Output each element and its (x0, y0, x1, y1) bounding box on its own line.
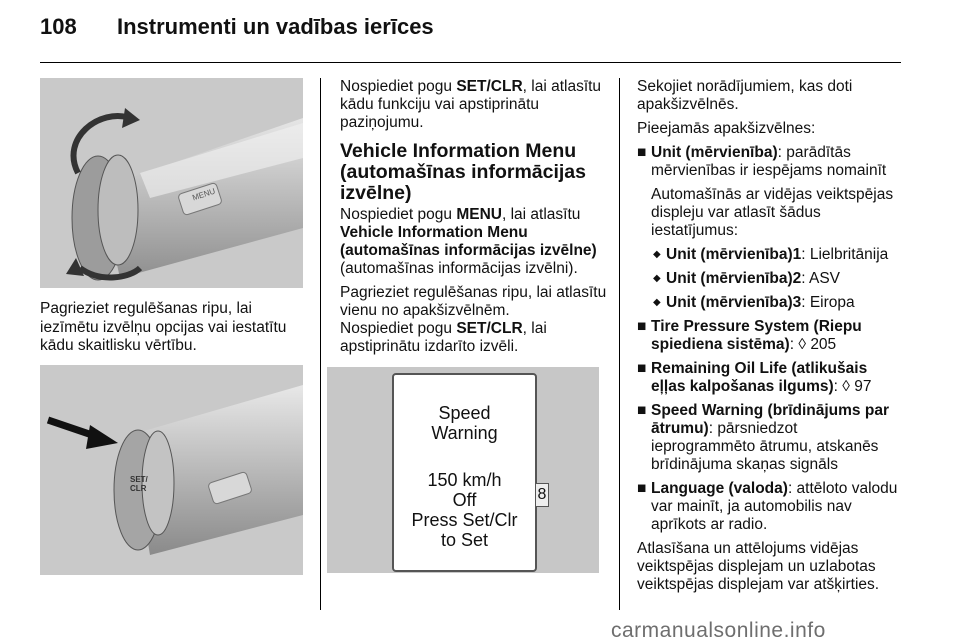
photo-menu-button-label: MENU (191, 186, 217, 203)
right-para-1: Sekojiet norādījumiem, kas doti apakšizvēlnēs. (637, 78, 853, 113)
middle-column (340, 78, 608, 362)
right-para-last: Atlasīšana un attēlojums vidējas veiktspējas displejam un uzlabotas veiktspējas displejam var atšķirties. (637, 540, 880, 593)
middle-para-2: Nospiediet pogu MENU, lai atlasītu Vehicle Information Menu (automašīnas informācijas izvēlne) (automašīnas informācijas izvēlni). (340, 206, 597, 277)
diamond-bullet-icon: ◆ (653, 297, 661, 308)
page-ref-link[interactable]: 97 (854, 378, 872, 395)
bullet-icon: ■ (637, 144, 647, 161)
page-number: 108 (40, 14, 77, 39)
display-line-1: Speed (438, 403, 491, 423)
speed-warning-display (392, 373, 537, 572)
diamond-bullet-icon: ◆ (653, 273, 661, 284)
sub-item-unit-2: ◆ Unit (mērvienība)2: ASV (653, 270, 841, 287)
display-side-indicator: 8 (535, 483, 549, 507)
list-item-language: ■ Language (valoda): attēloto valodu var mainīt, ja automobilis nav aprīkots ar radio. (637, 480, 898, 533)
middle-para-4: Nospiediet pogu SET/CLR, lai apstiprinātu izdarīto izvēli. (340, 320, 547, 355)
list-item-tire-pressure: ■ Tire Pressure System (Riepu spiediena sistēma): ◊ 205 (637, 318, 862, 353)
column-divider-2 (619, 78, 620, 610)
display-line-5: Press Set/Clr (411, 510, 518, 530)
bullet-icon: ■ (637, 360, 647, 377)
middle-para-3: Pagrieziet regulēšanas ripu, lai atlasītu vienu no apakšizvēlnēm. (340, 284, 607, 319)
left-caption: Pagrieziet regulēšanas ripu, lai iezīmētu izvēlņu opcijas vai iestatītu kādu skaitlisku vērtību. (40, 300, 287, 354)
stalk-setclr-illustration (40, 365, 303, 575)
list-item-oil-life: ■ Remaining Oil Life (atlikušais eļļas kalpošanas ilgums): ◊ 97 (637, 360, 872, 395)
display-line-6: to Set (440, 530, 489, 550)
display-line-3: 150 km/h (427, 470, 502, 490)
bullet-icon: ■ (637, 480, 647, 497)
watermark: carmanualsonline.info (611, 619, 826, 642)
page-header-title: Instrumenti un vadības ierīces (117, 14, 434, 39)
photo-set-clr-button (40, 365, 303, 575)
list-item-unit-continued: Automašīnās ar vidējas veiktspējas displeju var atlasīt šādus iestatījumus: (651, 186, 894, 239)
sub-item-unit-3: ◆ Unit (mērvienība)3: Eiropa (653, 294, 855, 311)
right-column (637, 78, 905, 600)
page-ref-icon: ◊ (842, 378, 850, 395)
header-rule (40, 62, 901, 63)
middle-para-1: Nospiediet pogu SET/CLR, lai atlasītu kādu funkciju vai apstiprinātu paziņojumu. (340, 78, 602, 131)
stalk-wheel-illustration (40, 78, 303, 288)
sub-item-unit-1: ◆ Unit (mērvienība)1: Lielbritānija (653, 246, 889, 263)
bullet-icon: ■ (637, 402, 647, 419)
photo-set-clr-label: SET/ CLR (130, 475, 148, 493)
column-divider-1 (320, 78, 321, 610)
list-item-unit: ■ Unit (mērvienība): parādītās mērvienības ir iespējams nomainīt (637, 144, 887, 179)
photo-adjuster-wheel (40, 78, 303, 288)
display-line-4: Off (452, 490, 477, 510)
bullet-icon: ■ (637, 318, 647, 335)
section-heading: Vehicle Information Menu (automašīnas informācijas izvēlne) (340, 140, 586, 204)
diamond-bullet-icon: ◆ (653, 249, 661, 260)
page-ref-icon: ◊ (798, 336, 806, 353)
list-item-speed-warning: ■ Speed Warning (brīdinājums par ātrumu): pārsniedzot ieprogrammēto ātrumu, atskanēs brīdinājuma skaņas signāls (637, 402, 889, 473)
page-ref-link[interactable]: 205 (810, 336, 837, 353)
right-para-2: Pieejamās apakšizvēlnes: (637, 120, 816, 137)
display-line-2: Warning (431, 423, 498, 443)
